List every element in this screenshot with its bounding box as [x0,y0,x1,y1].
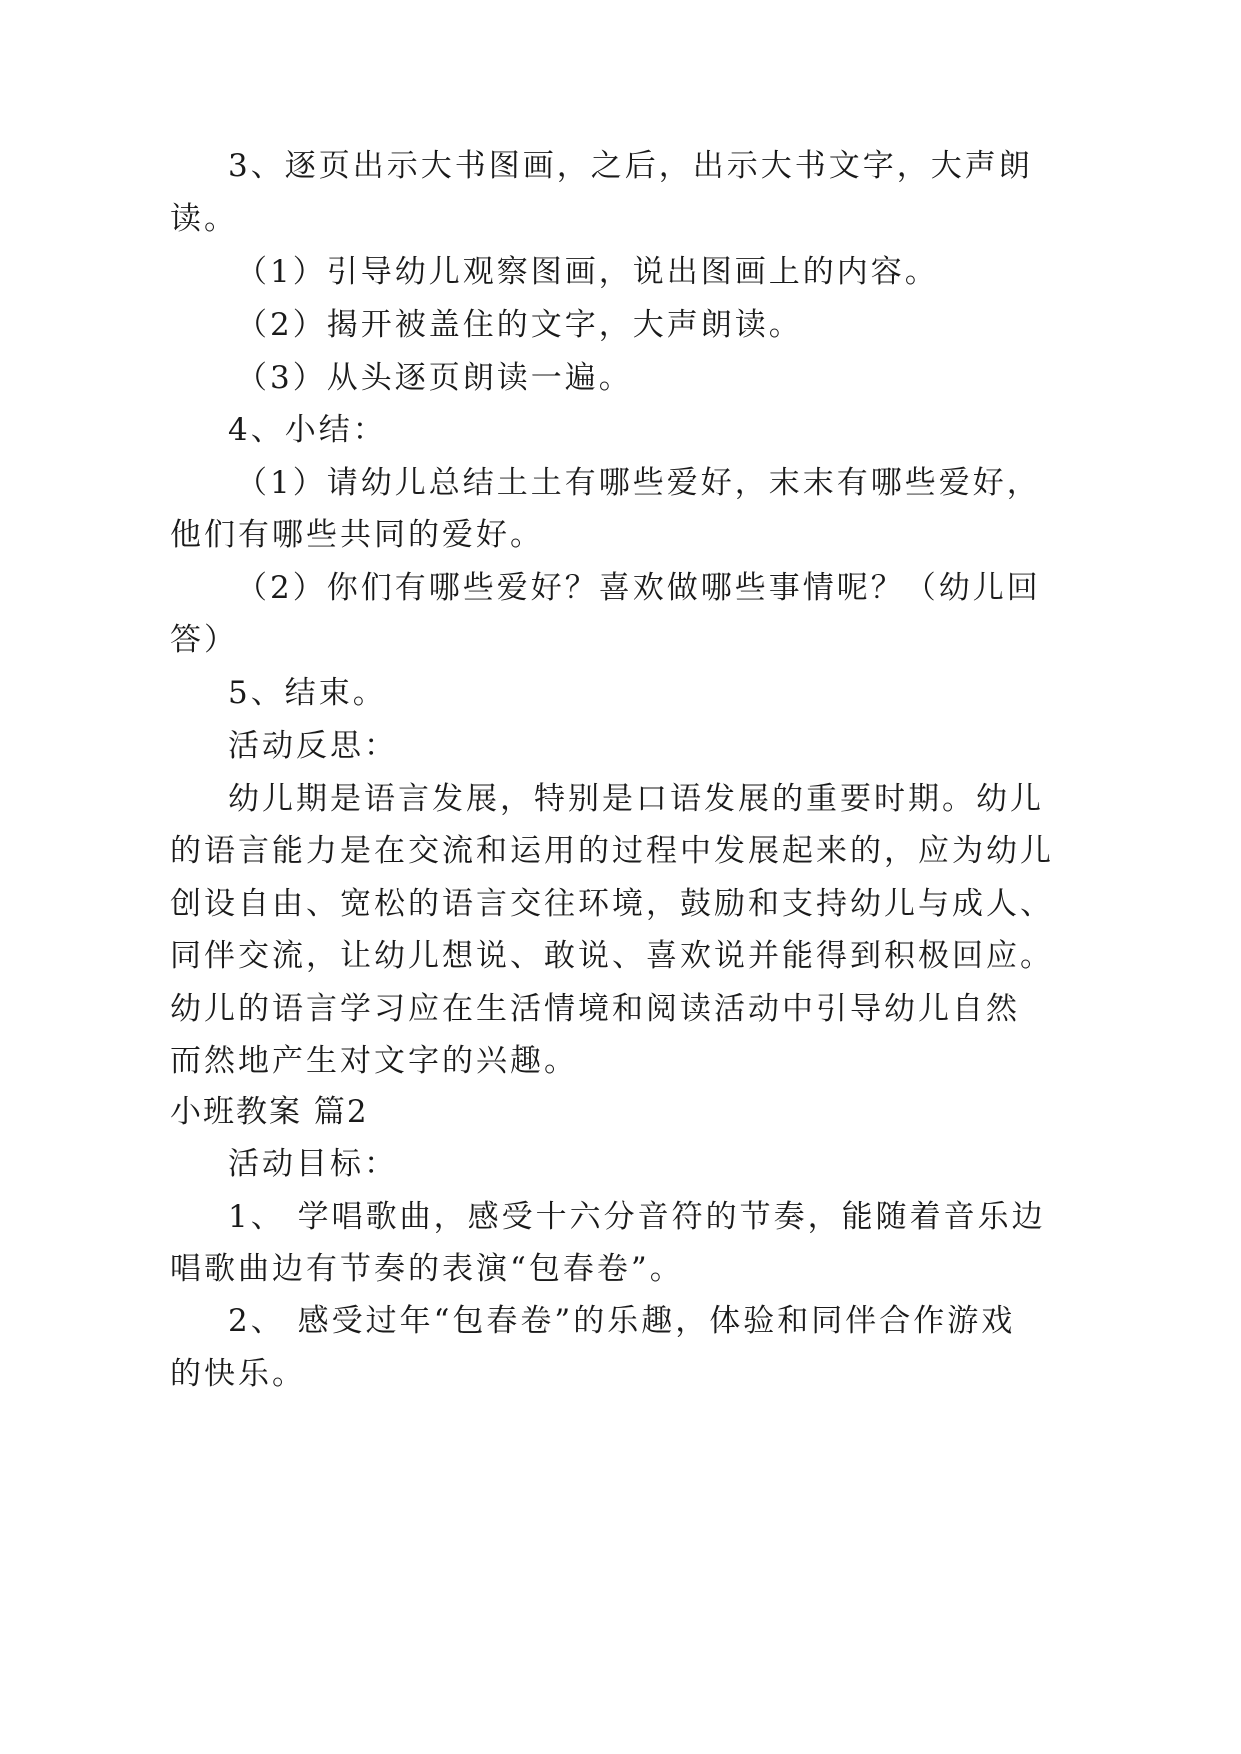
reflection-line-4: 同伴交流，让幼儿想说、敢说、喜欢说并能得到积极回应。 [170,938,1054,974]
reflection-line-3: 创设自由、宽松的语言交往环境，鼓励和支持幼儿与成人、 [170,886,1054,922]
step-3-sub-1: （1）引导幼儿观察图画，说出图画上的内容。 [236,254,939,290]
step-4-sub-1-line-1: （1）请幼儿总结土土有哪些爱好，末末有哪些爱好， [236,465,1041,501]
step-5: 5、结束。 [228,675,387,711]
reflection-line-2: 的语言能力是在交流和运用的过程中发展起来的，应为幼儿 [170,833,1054,869]
step-3-sub-2: （2）揭开被盖住的文字，大声朗读。 [236,307,803,343]
step-3-sub-3: （3）从头逐页朗读一遍。 [236,360,633,396]
goals-title: 活动目标： [228,1146,398,1182]
goal-2-line-2: 的快乐。 [170,1356,306,1392]
step-4-sub-2-line-2: 答） [170,622,238,658]
reflection-line-5: 幼儿的语言学习应在生活情境和阅读活动中引导幼儿自然 [170,991,1020,1027]
step-4-heading: 4、小结： [228,412,387,448]
reflection-title: 活动反思： [228,728,398,764]
step-3-line-2: 读。 [170,201,238,237]
goal-2-line-1: 2、 感受过年“包春卷”的乐趣，体验和同伴合作游戏 [228,1303,1016,1339]
section-2-title: 小班教案 篇2 [170,1094,369,1130]
step-4-sub-2-line-1: （2）你们有哪些爱好？喜欢做哪些事情呢？（幼儿回 [236,570,1041,606]
reflection-line-1: 幼儿期是语言发展，特别是口语发展的重要时期。幼儿 [228,781,1044,817]
step-4-sub-1-line-2: 他们有哪些共同的爱好。 [170,517,544,553]
reflection-line-6: 而然地产生对文字的兴趣。 [170,1043,578,1079]
goal-1-line-1: 1、 学唱歌曲，感受十六分音符的节奏，能随着音乐边 [228,1199,1046,1235]
step-3-line-1: 3、逐页出示大书图画，之后，出示大书文字，大声朗 [228,148,1033,184]
goal-1-line-2: 唱歌曲边有节奏的表演“包春卷”。 [170,1251,684,1287]
